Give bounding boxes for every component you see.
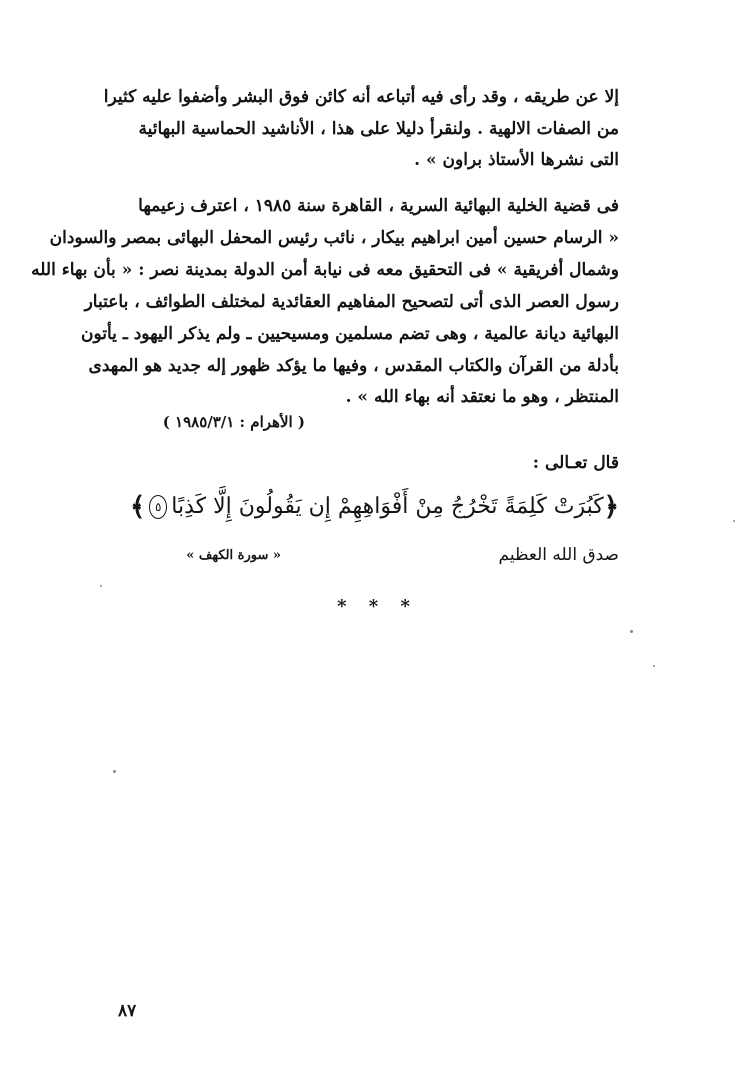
paragraph1-line-1: إلا عن طريقه ، وقد رأى فيه أتباعه أنه كائن فوق البشر وأضفوا عليه كثيرا [103, 87, 619, 107]
scan-speck [630, 630, 633, 633]
source-citation: ( الأهرام : ١٩٨٥/٣/١ ) [162, 413, 305, 431]
surah-name: « سورة الكهف » [186, 548, 281, 563]
paragraph2-line-5: البهائية ديانة عالمية ، وهى تضم مسلمين ومسيحيين ـ ولم يذكر اليهود ـ يأتون [81, 324, 619, 344]
verse-open-bracket: ﴿ [603, 492, 619, 522]
scan-speck [113, 770, 116, 773]
paragraph2-line-3: وشمال أفريقية » فى التحقيق معه فى نيابة أمن الدولة بمدينة نصر : « بأن بهاء الله [31, 260, 619, 280]
ayah-number-mark: ٥ [149, 495, 167, 519]
paragraph2-line-4: رسول العصر الذى أتى لتصحيح المفاهيم العقائدية لمختلف الطوائف ، باعتبار [84, 292, 619, 312]
page-number: ٨٧ [118, 1001, 137, 1021]
section-separator: * * * [337, 596, 418, 617]
paragraph1-line-2: من الصفات الالهية . ولنقرأ دليلا على هذا ، الأناشيد الحماسية البهائية [138, 119, 619, 139]
qala-taala-heading: قال تعـالى : [532, 453, 619, 473]
sadaqa-line: صدق الله العظيم [498, 545, 619, 565]
paragraph2-line-7: المنتظر ، وهو ما نعتقد أنه بهاء الله » . [345, 387, 619, 407]
verse-text: كَبُرَتْ كَلِمَةً تَخْرُجُ مِنْ أَفْوَاهِهِمْ إِن يَقُولُونَ إِلَّا كَذِبًا [171, 494, 604, 519]
paragraph2-line-2: « الرسام حسين أمين ابراهيم بيكار ، نائب رئيس المحفل البهائى بمصر والسودان [49, 228, 619, 248]
verse-close-bracket: ﴾ [130, 492, 146, 522]
scan-speck [100, 585, 102, 587]
quran-verse [130, 487, 619, 527]
scan-speck [653, 665, 655, 667]
paragraph1-line-3: التى نشرها الأستاذ براون » . [414, 150, 619, 170]
paragraph2-line-1: فى قضية الخلية البهائية السرية ، القاهرة سنة ١٩٨٥ ، اعترف زعيمها [138, 196, 619, 216]
scan-speck [733, 520, 735, 522]
paragraph2-line-6: بأدلة من القرآن والكتاب المقدس ، وفيها ما يؤكد ظهور إله جديد هو المهدى [88, 356, 619, 376]
